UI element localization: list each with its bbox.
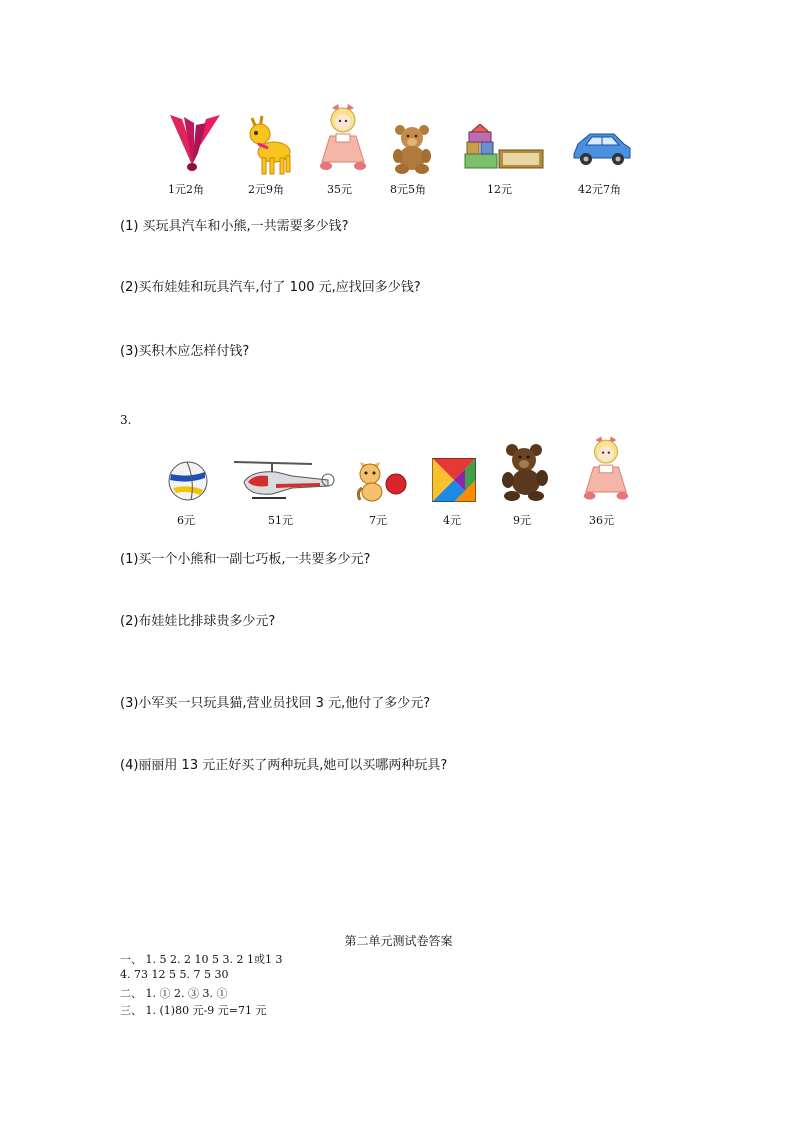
price-helicopter: 51元	[268, 514, 293, 527]
teddy-bear-icon	[390, 124, 434, 174]
bear-icon	[500, 442, 550, 502]
volleyball-icon	[167, 460, 209, 502]
shuttlecock-icon	[162, 113, 224, 173]
price-building-blocks: 12元	[487, 183, 512, 196]
price-toy-cat: 7元	[369, 514, 387, 527]
section-number: 3.	[120, 413, 132, 427]
question-1-3: (3)买积木应怎样付钱?	[120, 344, 250, 359]
doll-icon	[582, 434, 630, 502]
toy-cat-icon	[354, 456, 408, 504]
price-tangram: 4元	[443, 514, 461, 527]
price-deer: 2元9角	[248, 183, 284, 196]
question-3-1: (1)买一个小熊和一副七巧板,一共要多少元?	[120, 552, 371, 567]
question-3-3: (3)小军买一只玩具猫,营业员找回 3 元,他付了多少元?	[120, 696, 431, 711]
building-blocks-icon	[461, 124, 547, 172]
price-shuttlecock: 1元2角	[168, 183, 204, 196]
answers-title: 第二单元测试卷答案	[344, 934, 453, 948]
question-3-4: (4)丽丽用 13 元正好买了两种玩具,她可以买哪两种玩具?	[120, 758, 448, 773]
price-doll: 36元	[589, 514, 614, 527]
answer-line: 二、 1. ① 2. ③ 3. ①	[120, 987, 228, 1000]
question-1-2: (2)买布娃娃和玩具汽车,付了 100 元,应找回多少钱?	[120, 280, 421, 295]
question-1-1: (1) 买玩具汽车和小熊,一共需要多少钱?	[120, 219, 349, 234]
doll-icon	[318, 102, 368, 172]
price-bear: 9元	[513, 514, 531, 527]
answer-line: 三、 1. (1)80 元-9 元=71 元	[120, 1004, 267, 1017]
price-volleyball: 6元	[177, 514, 195, 527]
answer-line: 一、 1. 5 2. 2 10 5 3. 2 1或1 3	[120, 953, 283, 966]
toy-car-icon	[570, 128, 632, 168]
price-doll: 35元	[327, 183, 352, 196]
question-3-2: (2)布娃娃比排球贵多少元?	[120, 614, 276, 629]
answer-line: 4. 73 12 5 5. 7 5 30	[120, 968, 229, 981]
price-teddy-bear: 8元5角	[390, 183, 426, 196]
helicopter-icon	[232, 456, 336, 504]
tangram-icon	[432, 458, 476, 502]
price-toy-car: 42元7角	[578, 183, 621, 196]
deer-icon	[244, 114, 296, 176]
